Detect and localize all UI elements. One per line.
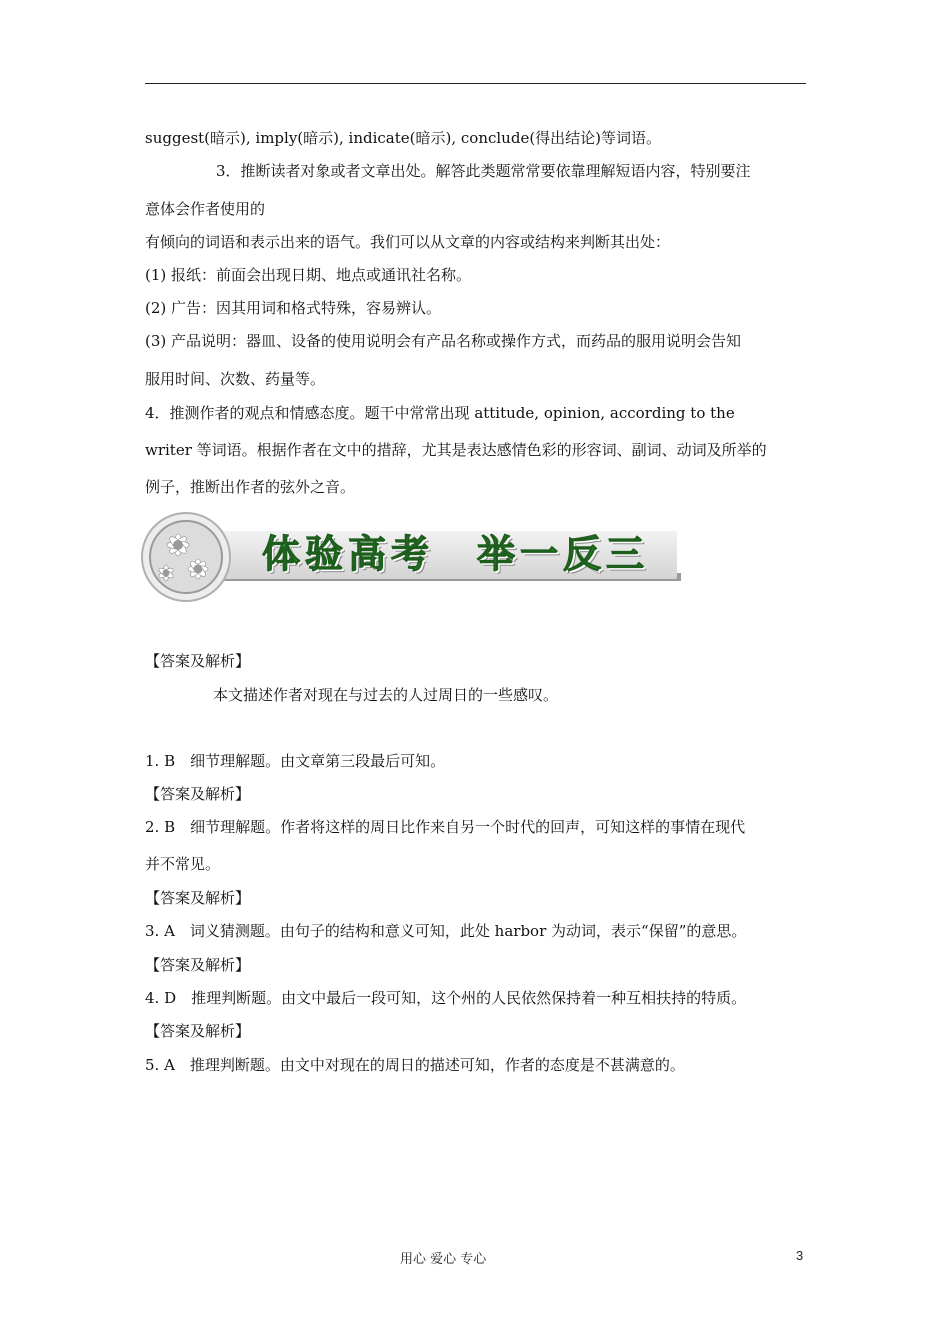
body-line-2: 3．推断读者对象或者文章出处。解答此类题常常要依靠理解短语内容，特别要注	[216, 162, 751, 180]
answer-heading-3: 【答案及解析】	[145, 889, 251, 907]
daisy-flower-icon	[140, 503, 240, 603]
body-line-7: (3) 产品说明：器皿、设备的使用说明会有产品名称或操作方式，而药品的服用说明会告知	[145, 332, 742, 350]
answer-2b: 并不常见。	[145, 855, 221, 873]
answer-heading-1: 【答案及解析】	[145, 652, 251, 670]
body-line-10: writer 等词语。根据作者在文中的措辞，尤其是表达感情色彩的形容词、副词、动词及所举的	[145, 441, 767, 459]
answer-heading-5: 【答案及解析】	[145, 1022, 251, 1040]
body-line-4: 有倾向的词语和表示出来的语气。我们可以从文章的内容或结构来判断其出处：	[145, 233, 671, 251]
answer-heading-4: 【答案及解析】	[145, 956, 251, 974]
body-line-3: 意体会作者使用的	[145, 200, 266, 218]
section-banner	[140, 503, 685, 603]
header-rule	[145, 83, 806, 84]
body-line-11: 例子，推断出作者的弦外之音。	[145, 478, 356, 496]
answer-heading-2: 【答案及解析】	[145, 785, 251, 803]
footer-text: 用心 爱心 专心	[400, 1252, 487, 1267]
body-line-5: (1) 报纸：前面会出现日期、地点或通讯社名称。	[145, 266, 472, 284]
answer-5: 5. A 推理判断题。由文中对现在的周日的描述可知，作者的态度是不甚满意的。	[145, 1056, 685, 1074]
answer-summary: 本文描述作者对现在与过去的人过周日的一些感叹。	[213, 686, 559, 704]
answer-2a: 2. B 细节理解题。作者将这样的周日比作来自另一个时代的回声，可知这样的事情在现代	[145, 818, 746, 836]
page-number: 3	[796, 1248, 804, 1263]
answer-1: 1. B 细节理解题。由文章第三段最后可知。	[145, 752, 446, 770]
answer-3: 3. A 词义猜测题。由句子的结构和意义可知，此处 harbor 为动词，表示“保留”的意思。	[145, 922, 747, 940]
banner-title: 体验高考 举一反三	[262, 532, 650, 576]
body-line-9: 4．推测作者的观点和情感态度。题干中常常出现 attitude, opinion, according to the	[145, 404, 735, 422]
answer-4: 4. D 推理判断题。由文中最后一段可知，这个州的人民依然保持着一种互相扶持的特质。	[145, 989, 747, 1007]
body-line-6: (2) 广告：因其用词和格式特殊，容易辨认。	[145, 299, 442, 317]
body-line-8: 服用时间、次数、药量等。	[145, 370, 326, 388]
body-line-1: suggest(暗示), imply(暗示), indicate(暗示), conclude(得出结论)等词语。	[145, 129, 662, 147]
